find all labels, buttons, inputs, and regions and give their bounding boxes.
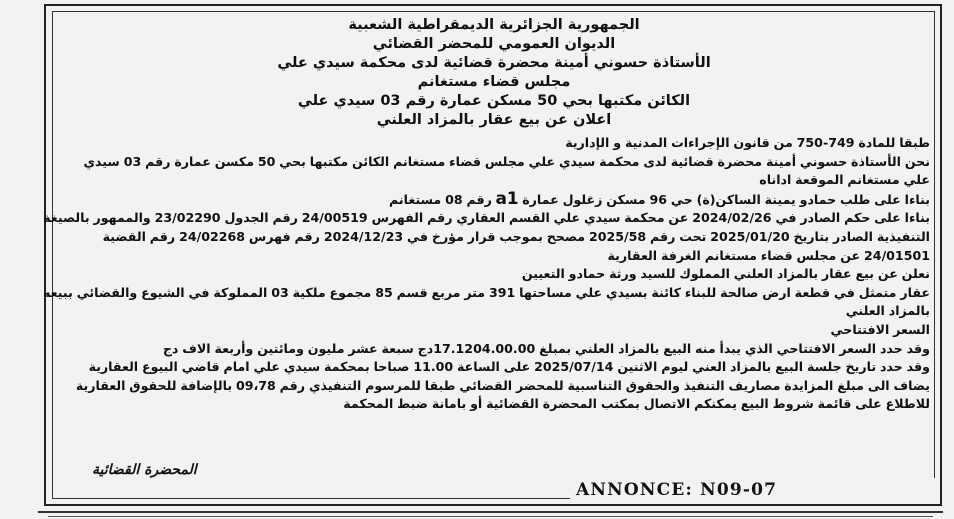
bottom-divider-inner [48, 516, 933, 517]
requester-number: رقم 08 مستغانم [389, 191, 492, 207]
header-country: الجمهورية الجزائرية الديمقراطية الشعبية [348, 17, 640, 33]
requester-text: بناءا على طلب حمادو يمينة الساكن(ة) حي 96 مسكن زغلول عمارة [522, 191, 930, 207]
body-line: بناءا على حكم الصادر في 2024/02/26 عن محكمة سيدي علي القسم العقاري رقم الفهرس 24/00519 رقم الجدول 23/02290 والممهور بالصيغة [43, 210, 930, 226]
body-line: يضاف الى مبلغ المزايدة مصاريف التنفيذ والحقوق التناسبية للمحضر القضائي طبقا للمرسوم التنفيذي رقم 09،78 بالإضافة للحقوق العقارية [75, 377, 930, 393]
body-line: وقد حدد تاريخ جلسة البيع بالمزاد العني ليوم الاثنين 2025/07/14 على الساعة 11.00 صباحا بمحكمة سيدي علي امام قاضي البيوع العقارية [88, 359, 930, 375]
body-line: وقد حدد السعر الافتتاحي الذي يبدأ منه البيع بالمزاد العلني بمبلغ 17.1204.00.00دج سبعة عشر مليون ومائتين وأربعة الاف دج [162, 340, 930, 356]
body-line: عقار متمثل في قطعة ارض صالحة للبناء كائنة بسيدي علي مساحتها 391 متر مربع قسم 85 مجموع ملكية 03 المملوكة في الشيوع والقضائي ببيعه [43, 284, 930, 300]
announcement-title: اعلان عن بيع عقار بالمزاد العلني [376, 112, 612, 128]
body-line: نحن الأستاذة حسوني أمينة محضرة قضائية لدى محكمة سيدي علي مجلس قضاء مستغانم الكائن مكتبها بحي 50 مكسن عمارة رقم 03 سيدي [83, 153, 930, 169]
annonce-number: ANNONCE: N09-07 [570, 478, 940, 502]
body-line: 24/01501 عن مجلس قضاء مستغانم الغرفة العقارية [607, 247, 930, 263]
announcement-content [43, 16, 930, 486]
body-line: التنفيذية الصادر بتاريخ 2025/01/20 تحت رقم 2025/58 مصحح بموجب قرار مؤرخ في 2024/12/23 رقم فهرس 24/02268 رقم القضية [102, 228, 930, 244]
body-line: للاطلاع على قائمة شروط البيع يمكنكم الاتصال بمكتب المحضرة القضائية أو بامانة ضبط المحكمة [343, 396, 930, 412]
signature: المحضرة القضائية [92, 462, 197, 478]
announcement-header [58, 16, 930, 130]
announcement-body [43, 134, 930, 414]
body-line: السعر الافتتاحي [830, 321, 930, 337]
header-council: مجلس قضاء مستغانم [417, 74, 571, 90]
body-line: بالمزاد العلني [845, 303, 930, 319]
header-bailiff: الأستاذة حسوني أمينة محضرة قضائية لدى محكمة سيدي علي [277, 55, 711, 71]
body-line: علي مستغانم الموقعة اداناه [759, 172, 930, 188]
header-office: الديوان العمومي للمحضر القضائي [372, 36, 616, 52]
bottom-divider [38, 511, 943, 513]
body-line: طبقا للمادة 749-750 من قانون الإجراءات المدنية و الإدارية [565, 135, 930, 150]
header-address: الكائن مكتبها بحي 50 مسكن عمارة رقم 03 سيدي علي [297, 93, 691, 109]
body-line [58, 190, 930, 210]
building-code: a1 [495, 188, 519, 209]
body-line: نعلن عن بيع عقار بالمزاد العلني المملوك للسيد ورثة حمادو التعيين [521, 266, 930, 282]
